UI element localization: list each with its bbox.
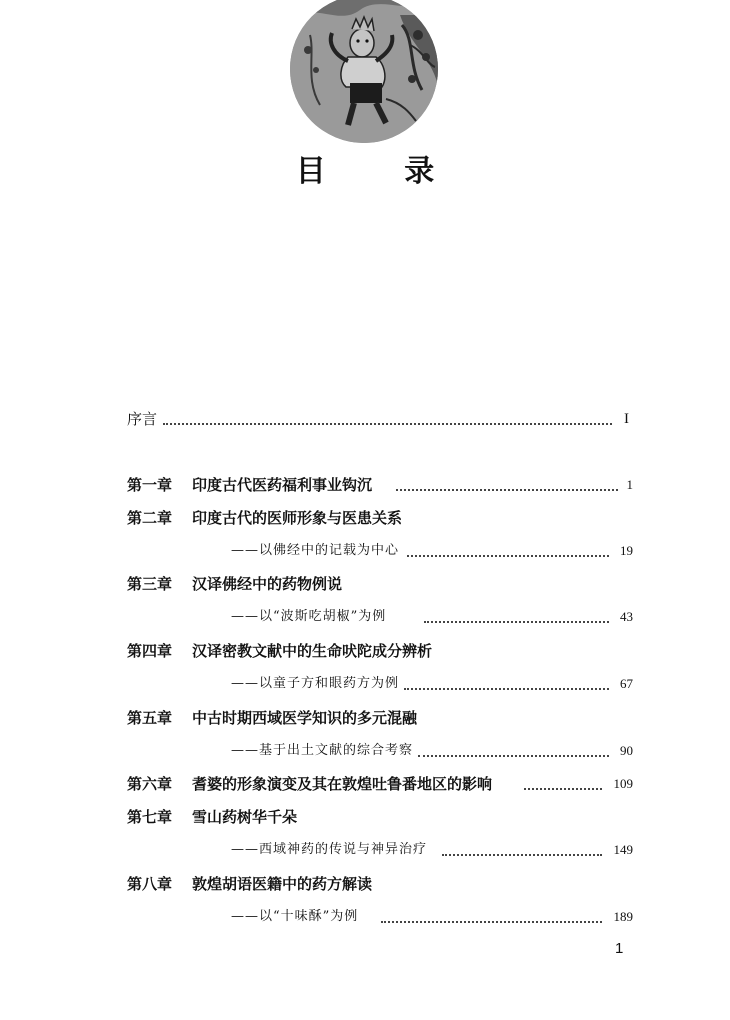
chapter-title: 印度古代医药福利事业钩沉 [192,476,373,494]
chapter-number: 第六章 [127,775,173,793]
toc-row-chapter-2[interactable] [0,506,730,530]
chapter-subtitle: ——以童子方和眼药方为例 [231,676,400,691]
chapter-title: 汉译密教文献中的生命吠陀成分辨析 [192,642,433,660]
toc-row-chapter-7-subtitle[interactable] [0,838,730,862]
toc-row-chapter-4[interactable] [0,639,730,663]
page-number: 1 [626,477,633,492]
chapter-title: 雪山药树华千朵 [192,808,298,826]
illustration-graphic [290,0,438,143]
chapter-number: 第一章 [127,476,173,494]
page-number: 189 [613,909,633,924]
dot-leader [381,913,602,923]
dot-leader [163,415,612,425]
toc-row-chapter-8[interactable] [0,872,730,896]
page-number: 19 [620,543,633,558]
toc-row-chapter-5-subtitle[interactable] [0,739,730,763]
chapter-title: 中古时期西域医学知识的多元混融 [192,709,418,727]
chapter-number: 第八章 [127,875,173,893]
chapter-subtitle: ——西域神药的传说与神异治疗 [231,842,428,857]
toc-row-preface[interactable] [0,407,730,431]
footer-page-number: 1 [615,940,624,957]
page-number: 43 [620,609,633,624]
chapter-number: 第三章 [127,575,173,593]
header-illustration [290,0,438,143]
preface-page: I [624,411,629,427]
dot-leader [404,680,609,690]
toc-row-chapter-6[interactable] [0,772,730,796]
toc-row-chapter-5[interactable] [0,706,730,730]
chapter-number: 第二章 [127,509,173,527]
toc-row-chapter-8-subtitle[interactable] [0,905,730,929]
toc-row-chapter-4-subtitle[interactable] [0,672,730,696]
page-title: 目 录 [295,154,469,189]
chapter-title: 敦煌胡语医籍中的药方解读 [192,875,373,893]
dot-leader [524,780,602,790]
chapter-subtitle: ——以“十味酥”为例 [231,909,359,924]
chapter-subtitle: ——以佛经中的记载为中心 [231,543,400,558]
chapter-number: 第五章 [127,709,173,727]
page-number: 149 [613,842,633,857]
toc-row-chapter-3[interactable] [0,572,730,596]
chapter-subtitle: ——基于出土文献的综合考察 [231,743,414,758]
chapter-number: 第四章 [127,642,173,660]
toc-row-chapter-2-subtitle[interactable] [0,539,730,563]
chapter-subtitle: ——以“波斯吃胡椒”为例 [231,609,387,624]
page-number: 67 [620,676,633,691]
dot-leader [442,846,602,856]
preface-label: 序言 [127,410,158,428]
page-number: 90 [620,743,633,758]
page-number: 109 [613,776,633,791]
toc-row-chapter-7[interactable] [0,805,730,829]
dot-leader [418,747,609,757]
chapter-title: 耆婆的形象演变及其在敦煌吐鲁番地区的影响 [192,775,493,793]
dot-leader [407,547,609,557]
toc-row-chapter-1[interactable] [0,473,730,497]
toc-row-chapter-3-subtitle[interactable] [0,605,730,629]
chapter-title: 汉译佛经中的药物例说 [192,575,343,593]
chapter-number: 第七章 [127,808,173,826]
chapter-title: 印度古代的医师形象与医患关系 [192,509,403,527]
dot-leader [396,481,618,491]
dot-leader [424,613,609,623]
